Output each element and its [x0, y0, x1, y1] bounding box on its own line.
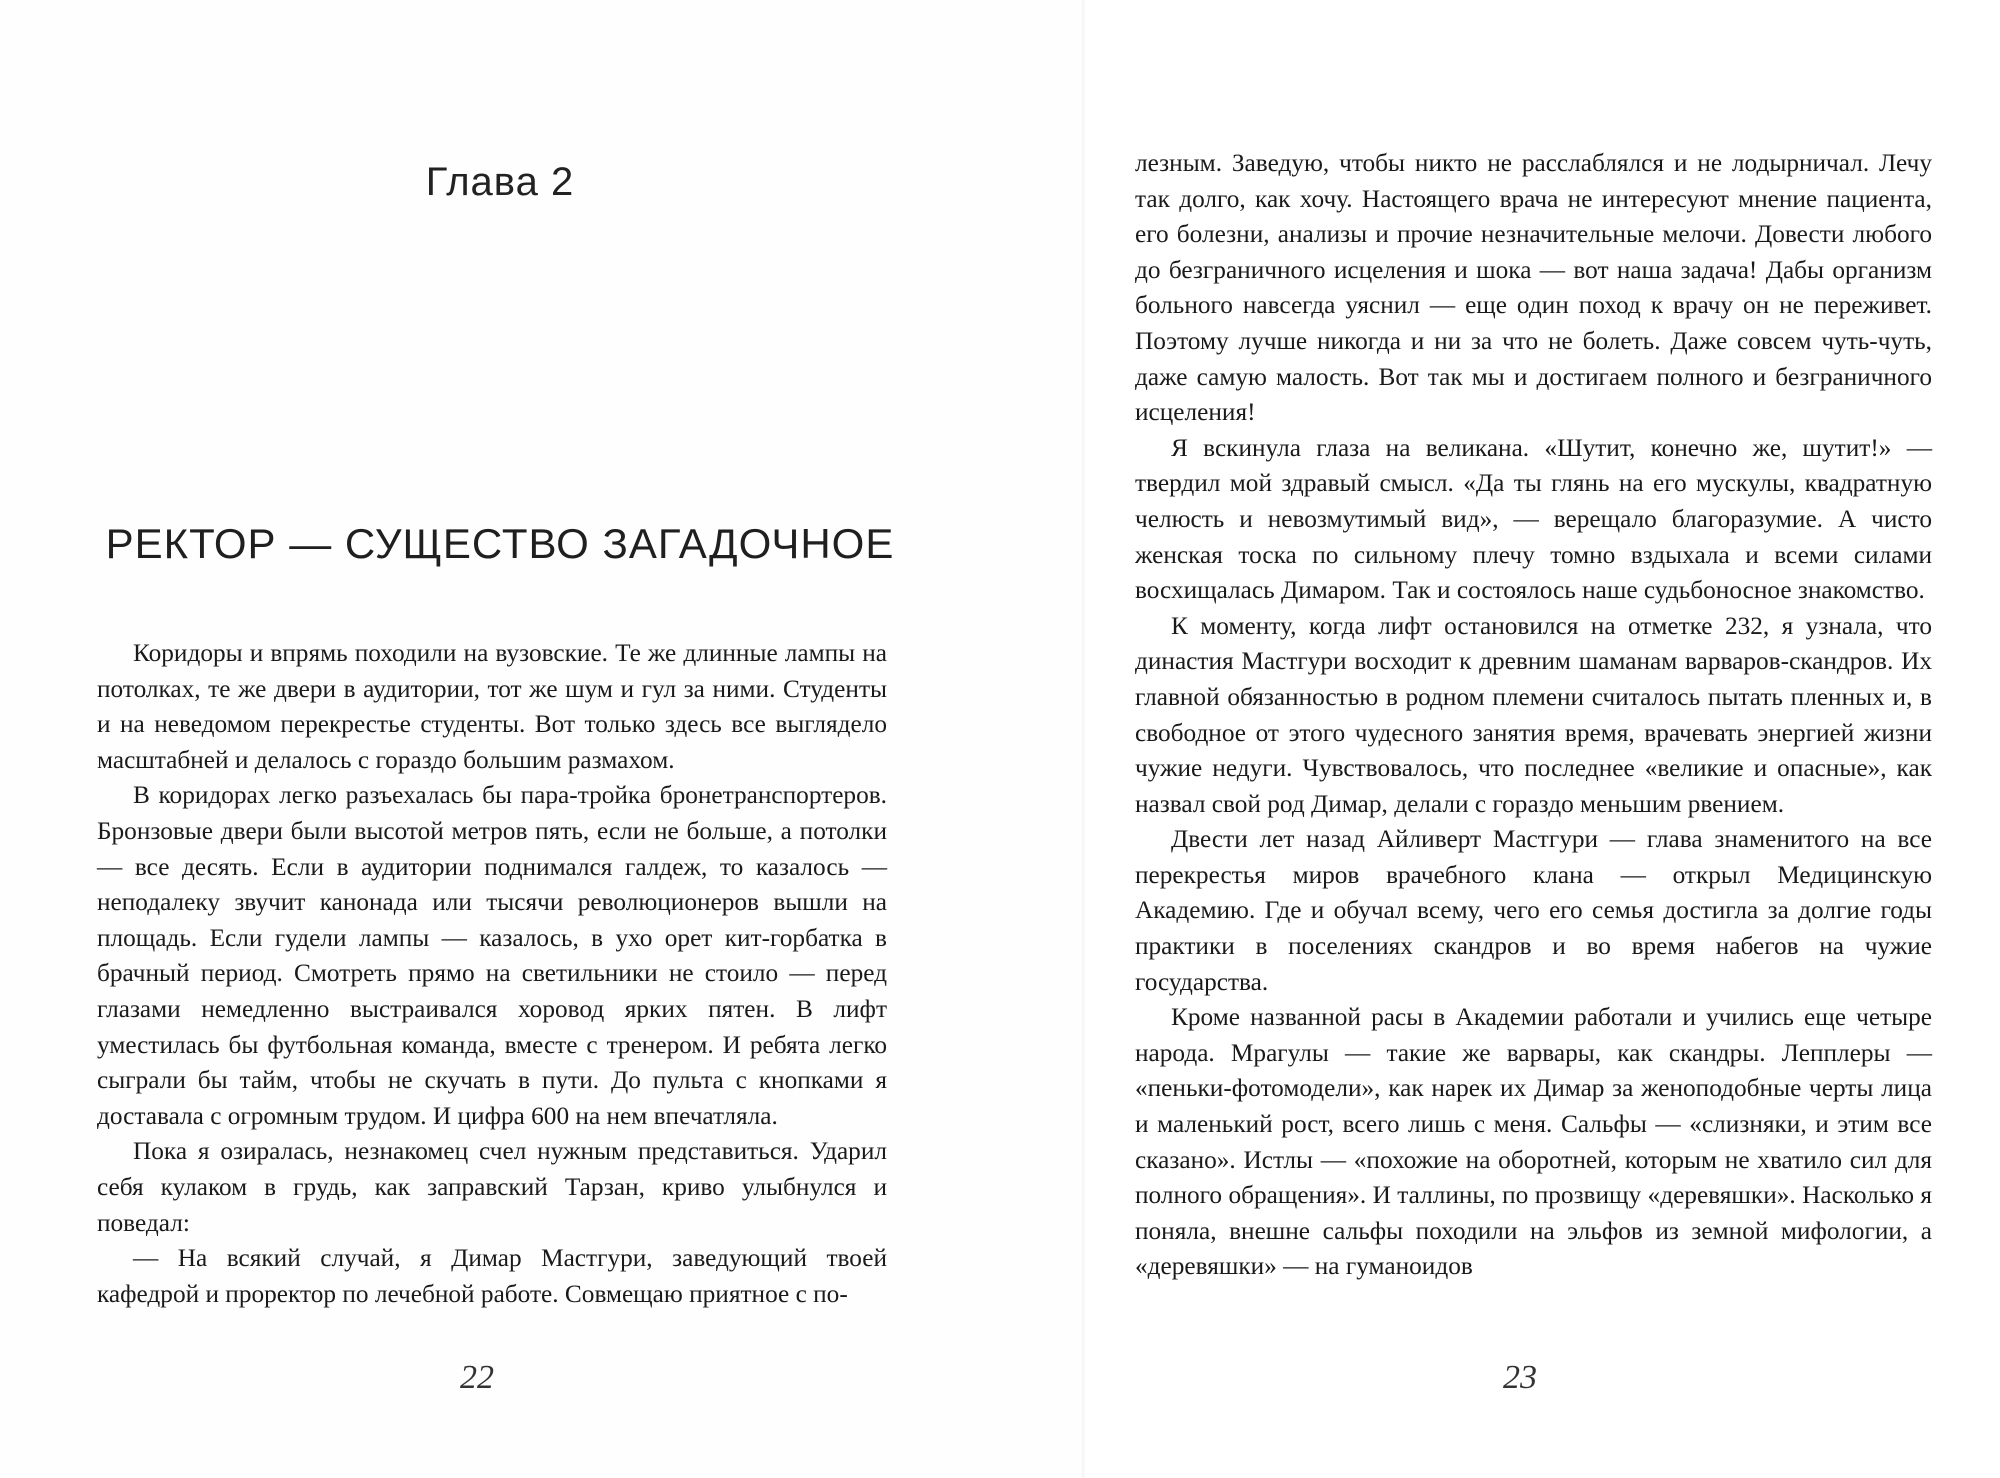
right-body-text	[1135, 146, 1932, 1285]
right-page	[1085, 0, 2000, 1478]
paragraph: Пока я озиралась, незнакомец счел нужным представиться. Ударил себя кулаком в грудь, как заправский Тарзан, криво улыбнулся и поведал:	[97, 1137, 887, 1237]
chapter-label: Глава 2	[425, 160, 575, 204]
paragraph: В коридорах легко разъехалась бы пара-тройка бронетранспортеров. Бронзовые двери были высотой метров пять, если не больше, а потолки — все десять. Если в аудитории поднимался галдеж, то казалось — неподалеку звучит канонада или тысячи революционеров вышли на площадь. Если гудели лампы — казалось, в ухо орет кит-горбатка в брачный период. Смотреть прямо на светильники не стоило — перед глазами немедленно выстраивался хоровод ярких пятен. В лифт уместилась бы футбольная команда, вместе с тренером. И ребята легко сыграли бы тайм, чтобы не скучать в пути. До пульта с кнопками я доставала с огромным трудом. И цифра 600 на нем впечатляла.	[97, 781, 887, 1130]
paragraph: Кроме названной расы в Академии работали и учились еще четыре народа. Мрагулы — такие же варвары, как скандры. Лепплеры — «пеньки-фотомодели», как нарек их Димар за женоподобные черты лица и маленький рост, всего лишь с меня. Сальфы — «слизняки, и этим все сказано». Истлы — «похожие на оборотней, которым не хватило сил для полного обращения». И таллины, по прозвищу «деревяшки». Насколько я поняла, внешне сальфы походили на эльфов из земной мифологии, а «деревяшки» — на гуманоидов	[1135, 1003, 1932, 1281]
paragraph: лезным. Заведую, чтобы никто не расслаблялся и не лодырничал. Лечу так долго, как хочу. Настоящего врача не интересуют мнение пациента, его болезни, анализы и прочие незначительные мелочи. Довести любого до безграничного исцеления и шока — вот наша задача! Дабы организм больного навсегда уяснил — еще один поход к врачу он не переживет. Поэтому лучше никогда и ни за что не болеть. Даже совсем чуть-чуть, даже самую малость. Вот так мы и достигаем полного и безграничного исцеления!	[1135, 149, 1932, 427]
chapter-title: РЕКТОР — СУЩЕСТВО ЗАГАДОЧНОЕ	[105, 520, 895, 567]
paragraph: К моменту, когда лифт остановился на отметке 232, я узнала, что династия Мастгури восходит к древним шаманам варваров-скандров. Их главной обязанностью в родном племени считалось пытать пленных и, в свободное от этого чудесного занятия время, врачевать энергией жизни чужие недуги. Чувствовалось, что последнее «великие и опасные», как назвал свой род Димар, делали с гораздо меньшим рвением.	[1135, 611, 1932, 818]
left-body-text	[97, 636, 887, 1312]
paragraph: Двести лет назад Айливерт Мастгури — глава знаменитого на все перекрестья миров врачебного клана — открыл Медицинскую Академию. Где и обучал всему, чего его семья достигла за долгие годы практики в поселениях скандров и во время набегов на чужие государства.	[1135, 825, 1932, 996]
paragraph: Коридоры и впрямь походили на вузовские. Те же длинные лампы на потолках, те же двери в аудитории, тот же шум и гул за ними. Студенты и на неведомом перекрестье студенты. Вот только здесь все выглядело масштабней и делалось с гораздо большим размахом.	[97, 639, 887, 774]
page-number-left: 22	[460, 1359, 494, 1396]
page-number-right: 23	[1503, 1359, 1537, 1396]
paragraph: Я вскинула глаза на великана. «Шутит, конечно же, шутит!» — твердил мой здравый смысл. «Да ты глянь на его мускулы, квадратную челюсть и невозмутимый вид», — верещало благоразумие. А чисто женская тоска по сильному плечу томно вздыхала и всеми силами восхищалась Димаром. Так и состоялось наше судьбоносное знакомство.	[1135, 433, 1932, 605]
paragraph: — На всякий случай, я Димар Мастгури, заведующий твоей кафедрой и проректор по лечебной работе. Совмещаю приятное с по-	[97, 1244, 887, 1308]
